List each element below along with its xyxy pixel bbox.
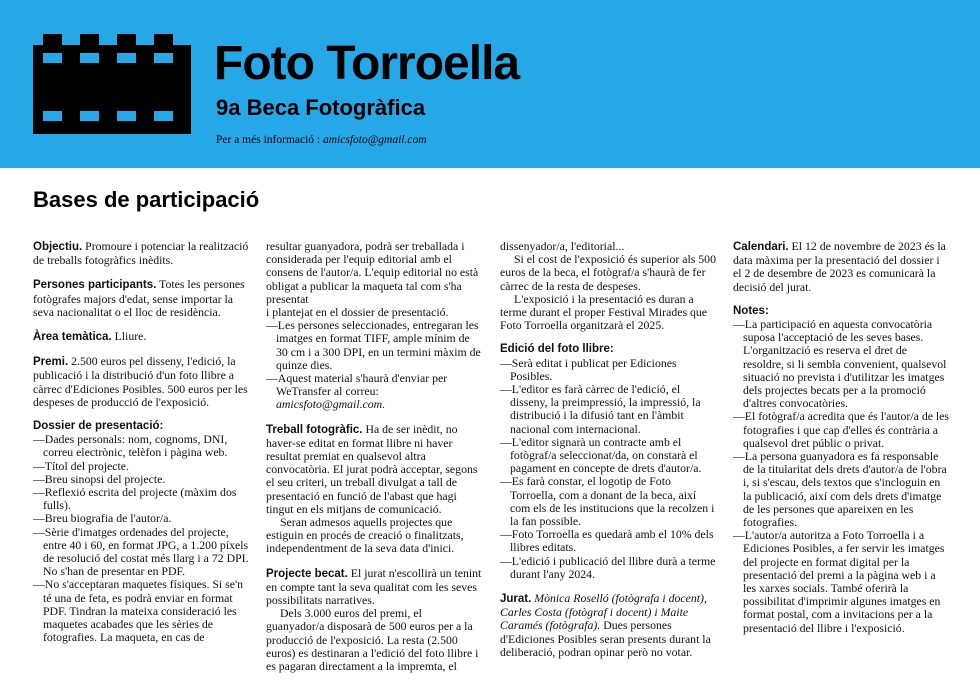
section-title: Bases de participació [33, 187, 260, 212]
contact-info [216, 134, 427, 146]
objectiu-paragraph [33, 240, 249, 267]
persones-paragraph [33, 278, 249, 319]
header-banner [0, 0, 980, 168]
list-item: — L'edició i publicació del llibre durà a terme durant l'any 2024. [500, 555, 716, 581]
page-subtitle: 9a Beca Fotogràfica [216, 95, 426, 120]
column-3 [500, 240, 716, 670]
list-item: — El fotògraf/a acredita que és l'autor/a de les fotografies i que cap d'elles és contrària a qualsevol dret públic o privat. [733, 410, 949, 450]
premi-paragraph [33, 355, 249, 409]
projecte-text: El jurat n'escollirà un tenint en compte tant la seva qualitat com les seves possibilitats narratives. [266, 565, 482, 608]
list-item [266, 372, 482, 412]
edicio-heading: Edició del foto llibre: [500, 343, 614, 356]
contact-label: Per a més informació : [216, 134, 323, 146]
area-label: Àrea temàtica. [33, 331, 112, 344]
list-item: — L'autor/a autoritza a Foto Torroella i a Ediciones Posibles, a fer servir les imatges del projecte en format digital per la presentació del premi a la pàgina web i a les xarxes socials. També oferirà la possibilitat d'imprimir algunes imatges en format postal, com a invitacions per a la presentació del llibre i l'exposició. [733, 529, 949, 635]
projecte-paragraph-2: Dels 3.000 euros del premi, el guanyador/a disposarà de 500 euros per a la producció de l'exposició. La resta (2.500 euros) es destinaran a l'edició del foto llibre i es pagaran directament a la impremta, el [266, 606, 479, 674]
film-strip-icon [33, 34, 191, 134]
list-item: — La participació en aquesta convocatòria suposa l'acceptació de les seves bases. L'organització es reserva el dret de resoldre, si li sembla convenient, qualsevol situació no prevista i d'utilitzar les imatges dels projectes becats per a la promoció d'altres convocatòries. [733, 318, 949, 410]
calendari-paragraph [733, 240, 949, 294]
wetransfer-email-link[interactable]: amicsfoto@gmail.com. [276, 397, 386, 412]
dossier-continuation-2: i plantejat en el dossier de presentació. [266, 305, 449, 320]
delivery-list [266, 319, 482, 411]
cost-paragraph: Si el cost de l'exposició és superior als 500 euros de la beca, el fotògraf/a s'haurà de fer càrrec de la resta de despeses. [500, 252, 716, 293]
list-item: — Títol del projecte. [33, 460, 249, 473]
list-item: — Dades personals: nom, cognoms, DNI, correu electrònic, telèfon i pàgina web. [33, 433, 249, 459]
jurat-paragraph [500, 592, 716, 659]
persones-text: Totes les persones fotògrafes majors d'edat, sense importar la seva nacionalitat o el lloc de residència. [33, 277, 245, 319]
column-4 [733, 240, 949, 646]
objectiu-label: Objectiu. [33, 241, 83, 253]
objectiu-text: Promoure i potenciar la realització de treballs fotogràfics inèdits. [33, 239, 249, 268]
page-title: Foto Torroella [214, 37, 520, 90]
jurat-label: Jurat. [500, 593, 532, 606]
list-item: — Serà editat i publicat per Ediciones Posibles. [500, 357, 716, 383]
persones-label: Persones participants. [33, 279, 157, 292]
list-item: — Les persones seleccionades, entregaran les imatges en format TIFF, ample mínim de 30 cm i a 300 DPI, en un termini màxim de quinze dies. [266, 319, 482, 372]
premi-label: Premi. [33, 356, 69, 369]
projecte-label: Projecte becat. [266, 567, 348, 580]
projecte-continuation: dissenyador/a, l'editorial... [500, 239, 625, 253]
list-item: — Sèrie d'imatges ordenades del projecte, entre 40 i 60, en format JPG, a 1.200 píxels de resolució del costat més llarg i a 72 DPI. No s'han de presentar en PDF. [33, 526, 249, 579]
list-item: — La persona guanyadora es fa responsable de la titularitat dels drets d'autor/a de l'obra i, si s'escau, dels textos que s'incloguin en la publicació, així com dels drets d'imatge de les persones que apareixen en les fotografies. [733, 450, 949, 529]
notes-list [733, 318, 949, 635]
list-item: — L'editor signarà un contracte amb el fotògraf/a seleccionat/da, on constarà el pagament en concepte de drets d'autor/a. [500, 436, 716, 476]
calendari-text: El 12 de novembre de 2023 és la data màxima per la presentació del dossier i el 2 de desembre de 2023 es comunicarà la decisió del jurat. [733, 239, 946, 294]
jurat-names: Mònica Roselló (fotògrafa i docent), Carles Costa (fotògraf i docent) i Maite Caramés (fotògrafa). [500, 591, 707, 633]
list-item: — Foto Torroella es quedarà amb el 10% dels llibres editats. [500, 528, 716, 554]
list-item: — L'editor es farà càrrec de l'edició, el disseny, la preimpressió, la impressió, la distribució i la difusió tant en l'àmbit nacional com internacional. [500, 383, 716, 436]
area-paragraph [33, 330, 249, 344]
treball-label: Treball fotogràfic. [266, 423, 363, 436]
projecte-paragraph [266, 567, 482, 608]
edicio-list [500, 357, 716, 581]
treball-paragraph [266, 423, 482, 516]
list-item: — Reflexió escrita del projecte (màxim dos fulls). [33, 486, 249, 512]
premi-text: 2.500 euros pel disseny, l'edició, la publicació i la distribució d'un foto llibre a càrrec d'Ediciones Posibles. 500 euros per les despeses de producció de l'exposició. [33, 354, 248, 409]
list-item: — Breu biografia de l'autor/a. [33, 512, 249, 525]
calendari-label: Calendari. [733, 241, 789, 253]
column-1 [33, 240, 249, 655]
list-item: — Es farà constar, el logotip de Foto Torroella, com a donant de la beca, així com els de les institucions que la recolzen i la fan possible. [500, 475, 716, 528]
dossier-heading: Dossier de presentació: [33, 420, 164, 433]
area-text: Lliure. [111, 329, 147, 344]
dossier-continuation: resultar guanyadora, podrà ser treballada i considerada per l'equip editorial amb el consens de l'autor/a. L'equip editorial no està obligat a publicar la maqueta tal com s'ha presentat [266, 239, 479, 306]
contact-email-link[interactable]: amicsfoto@gmail.com [322, 134, 427, 146]
treball-paragraph-2: Seran admesos aquells projectes que estiguin en procés de creació o finalitzats, independentment de la seva data d'inici. [266, 515, 464, 556]
list-item: — No s'acceptaran maquetes físiques. Si se'n té una de feta, es podrà enviar en format PDF. Tindran la mateixa consideració les maquetes acabades que les sèries de fotografies. La maqueta, en cas de [33, 578, 249, 644]
column-2 [266, 240, 482, 684]
wetransfer-text: Aquest material s'haurà d'enviar per WeTransfer al correu: [276, 371, 448, 399]
exposicio-paragraph: L'exposició i la presentació es duran a terme durant el proper Festival Mirades que Foto Torroella organitzarà el 2025. [500, 291, 708, 333]
notes-heading: Notes: [733, 304, 769, 317]
dossier-list [33, 433, 249, 644]
treball-text: Ha de ser inèdit, no haver-se editat en format llibre ni haver resultat premiat en qualsevol altra convocatòria. El jurat podrà acceptar, segons el seu criteri, un treball divulgat a tall de presentació en funció de l'abast que hagi tingut en els mitjans de comunicació. [266, 421, 478, 516]
jurat-text: Dues persones d'Ediciones Posibles seran presents durant la deliberació, podran opinar però no votar. [500, 618, 711, 659]
list-item: — Breu sinopsi del projecte. [33, 473, 249, 486]
